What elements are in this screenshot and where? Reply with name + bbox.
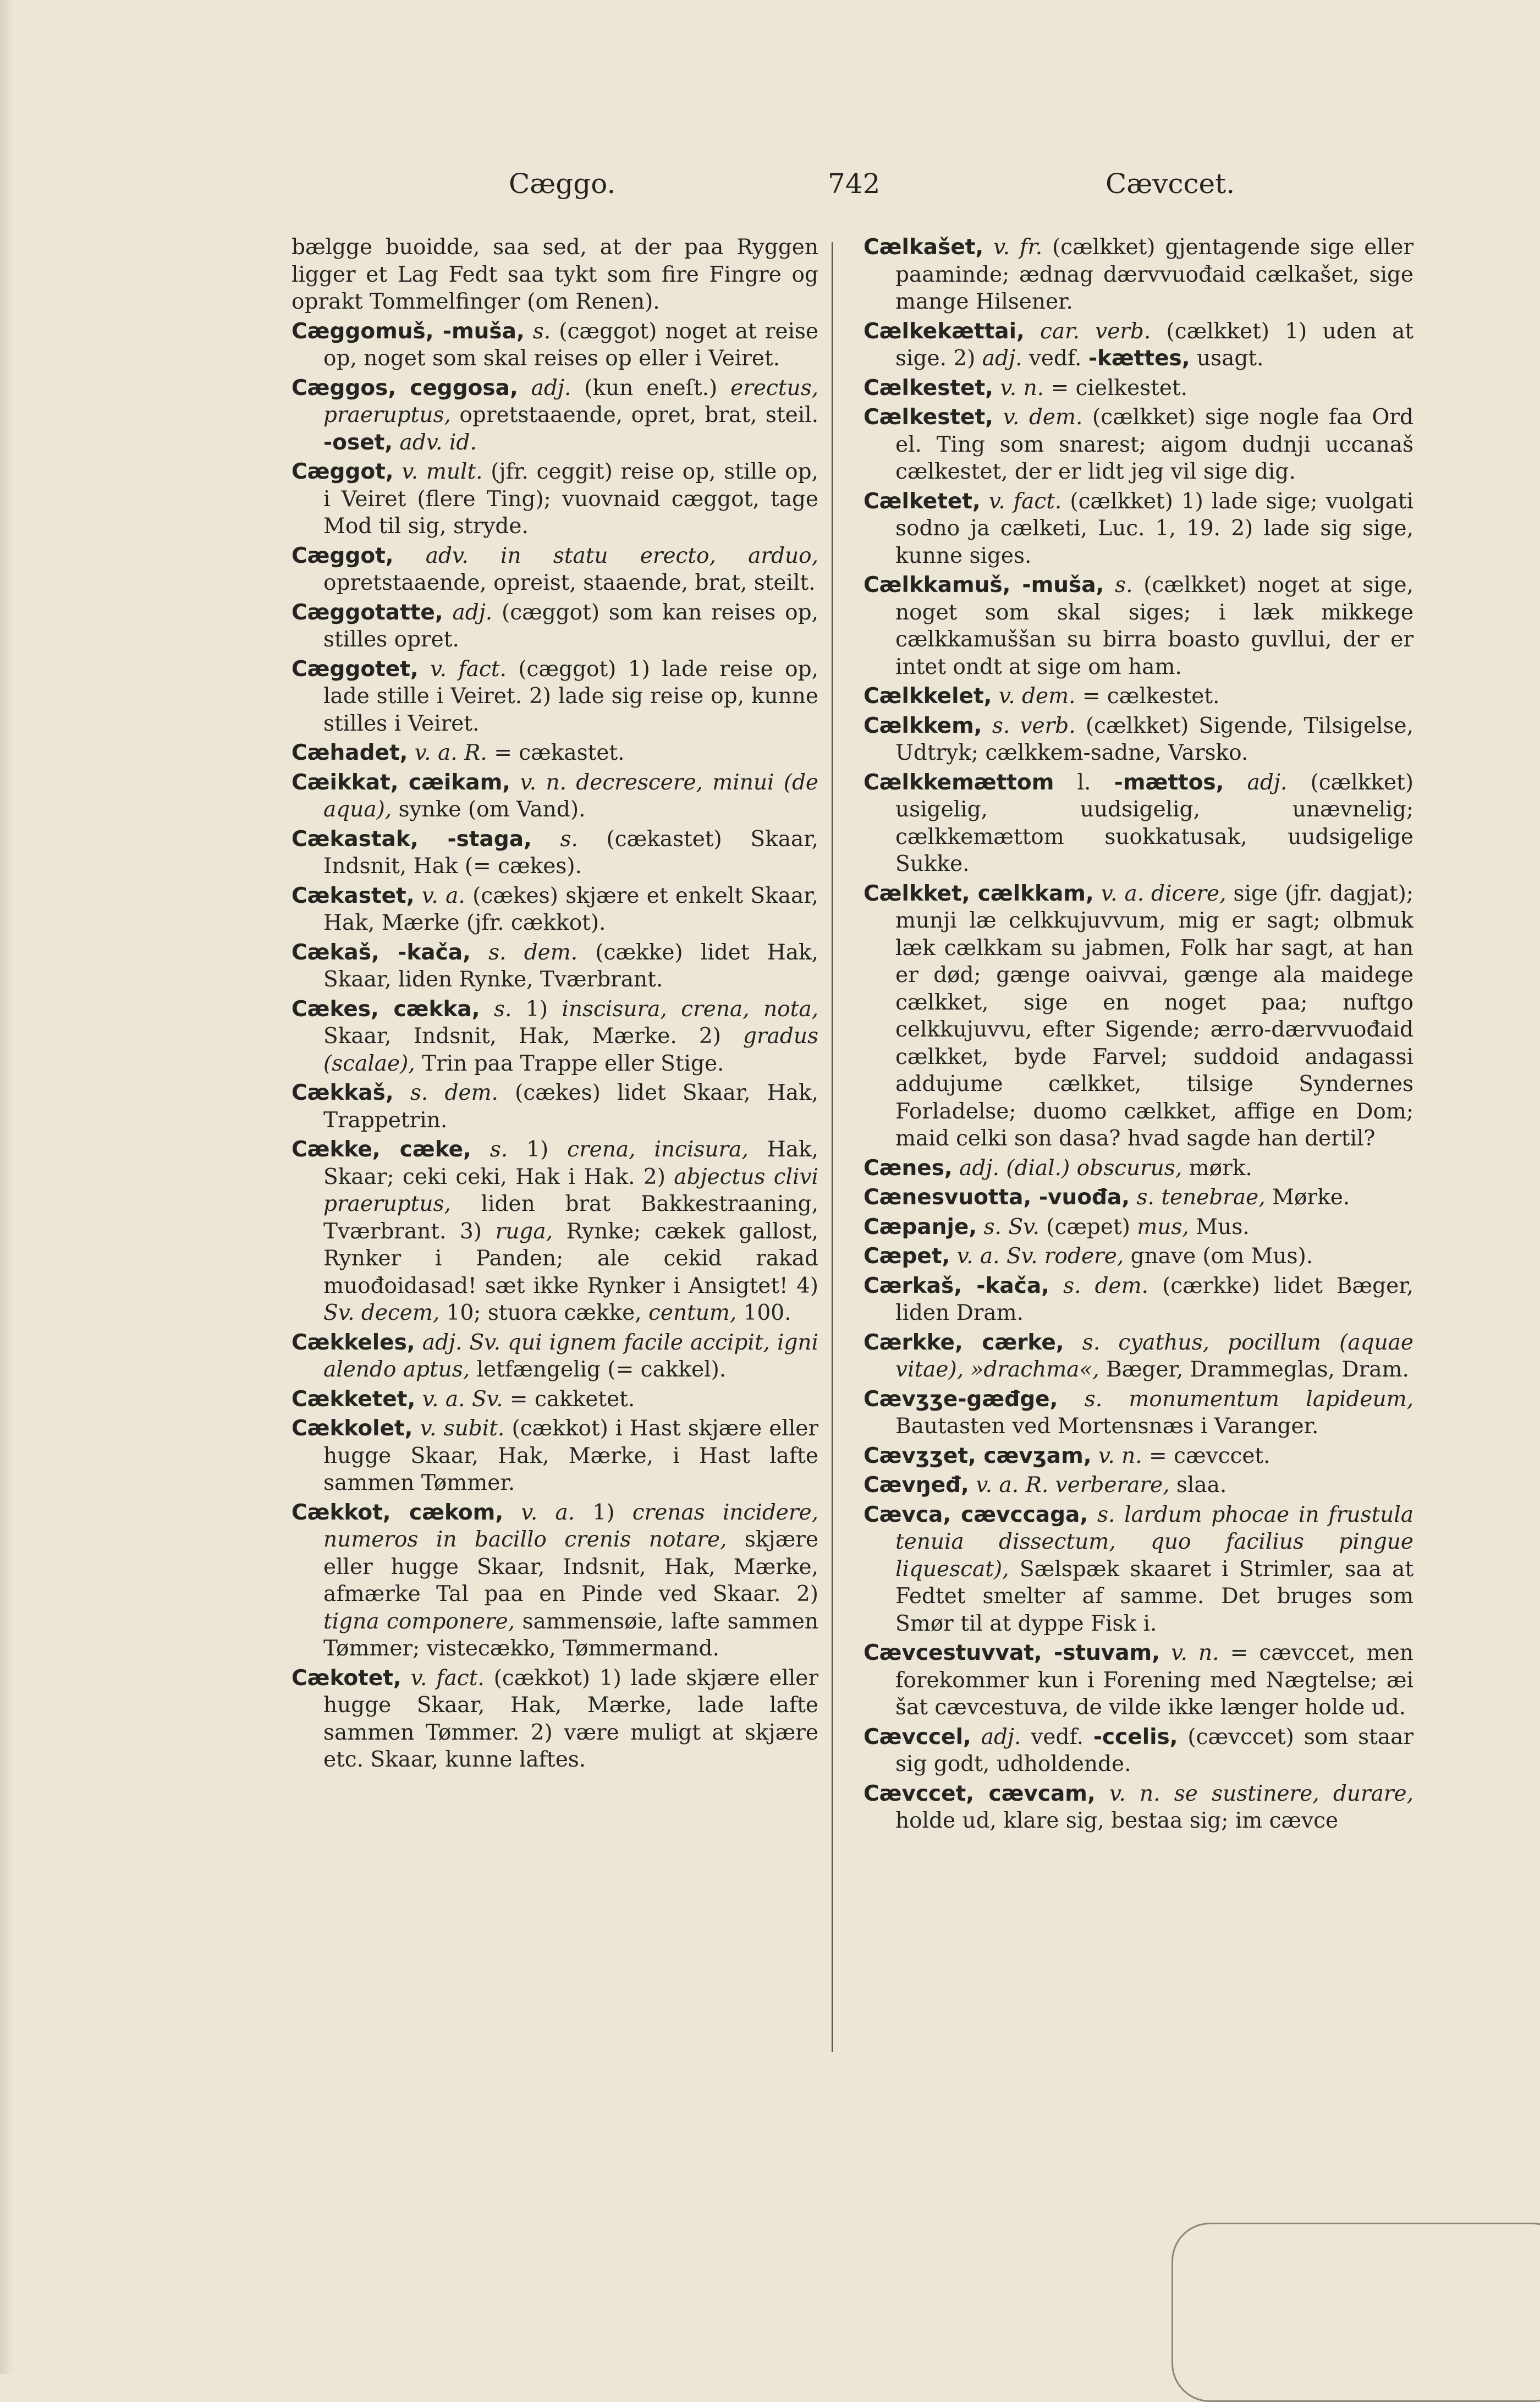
entry-text: (cælkket) gjentagende sige eller paaminde; ædnag dærvvuođaid cælkašet, sige mange Hilsener. <box>895 235 1414 314</box>
headword: Cævccel, <box>864 1724 971 1750</box>
latin-gloss: v. a. <box>414 883 465 908</box>
dictionary-entry <box>292 1386 818 1413</box>
page-number: 742 <box>828 168 881 200</box>
entry-text: = cakketet. <box>503 1386 635 1412</box>
entry-text: (cælkket) sige nogle faa Ord el. Ting som snarest; aigom dudnji uccanaš cælkestet, der er lidt jeg vil sige dig. <box>895 405 1414 484</box>
right-column <box>864 234 1414 1837</box>
latin-gloss: s. lardum phocae in frustula tenuia dissectum, quo facilius pingue liquescat), <box>895 1502 1414 1582</box>
dictionary-entry <box>864 1501 1414 1638</box>
headword: Cænes, <box>864 1155 953 1181</box>
headword: Cærkaš, -kača, <box>864 1273 1049 1298</box>
headword: Cævʒʒet, cævʒam, <box>864 1443 1092 1468</box>
headword: Cælkašet, <box>864 235 984 260</box>
latin-gloss: adj. <box>443 600 493 625</box>
dictionary-entry <box>292 739 818 767</box>
latin-gloss: tigna componere, <box>323 1609 515 1634</box>
entry-text: Mørke. <box>1265 1185 1350 1210</box>
entry-text: holde ud, klare sig, bestaa sig; im cævce <box>895 1808 1339 1833</box>
entry-text: Rynke; cækek gallost, Rynker i Panden; ale cekid rakad muođoidasad! sæt ikke Rynker i Ansigtet! 4) <box>323 1219 818 1298</box>
dictionary-entry <box>864 1184 1414 1211</box>
latin-gloss: v. fact. <box>401 1665 485 1691</box>
latin-gloss: ruga, <box>495 1219 553 1244</box>
entry-text: (cævccet) som staar sig godt, udholdende. <box>895 1724 1414 1776</box>
headword: Cækotet, <box>292 1665 402 1691</box>
dictionary-entry <box>864 318 1414 372</box>
left-column <box>292 234 818 1776</box>
headword: Cælketet, <box>864 489 981 514</box>
headword: Cække, cæke, <box>292 1137 471 1162</box>
latin-gloss: s. dem. <box>470 940 578 965</box>
dictionary-entry <box>292 1415 818 1497</box>
page-edge <box>0 0 13 2374</box>
latin-gloss: s. <box>524 319 551 344</box>
latin-gloss: s. cyathus, pocillum (aquae vitae), »drachma«, <box>895 1330 1414 1382</box>
latin-gloss: adj. (dial.) obscurus, <box>952 1155 1182 1181</box>
headword: Cæggot, <box>292 459 394 484</box>
entry-text: letfængelig (= cakkel). <box>470 1357 727 1382</box>
headword: Cækkolet, <box>292 1416 413 1441</box>
latin-gloss: v. a. Sv. <box>415 1386 503 1412</box>
latin-gloss: car. verb. <box>1024 319 1151 344</box>
headword: Cæggotatte, <box>292 600 443 625</box>
dictionary-entry <box>292 1079 818 1134</box>
latin-gloss: v. a. R. verberare, <box>969 1473 1170 1498</box>
headword: Cælkestet, <box>864 405 993 430</box>
headword: Cævccet, cævcam, <box>864 1781 1096 1806</box>
entry-text: (cækes) lidet Skaar, Hak, Trappetrin. <box>323 1081 818 1133</box>
headword: Cæhadet, <box>292 741 408 765</box>
entry-text: = cælkestet. <box>1075 684 1220 709</box>
latin-gloss: adv. id. <box>393 430 477 455</box>
latin-gloss: s. <box>531 826 578 852</box>
latin-gloss: inscisura, crena, nota, <box>562 996 818 1022</box>
entry-text: = cækastet. <box>487 741 625 765</box>
entry-text: slaa. <box>1169 1473 1227 1498</box>
latin-gloss: s. Sv. <box>977 1214 1040 1240</box>
page-corner-mark <box>1172 2223 1540 2402</box>
latin-gloss: crenas incidere, numeros in bacillo crenis notare, <box>323 1500 819 1552</box>
latin-gloss: v. fact. <box>418 656 507 682</box>
column-divider <box>832 242 833 2052</box>
entry-text: (jfr. ceggit) reise op, stille op, i Veiret (flere Ting); vuovnaid cæggot, tage Mod til sig, stryde. <box>323 459 818 539</box>
entry-text: Hak, Skaar; ceki ceki, Hak i Hak. 2) <box>323 1137 818 1189</box>
latin-gloss: adj. <box>1224 770 1288 795</box>
latin-gloss: abjectus clivi praeruptus, <box>323 1164 818 1216</box>
latin-gloss: v. n. <box>1160 1641 1219 1665</box>
dictionary-entry <box>292 826 818 880</box>
headword: Cælkkelet, <box>864 684 992 709</box>
headword: Cæikkat, cæikam, <box>292 770 511 795</box>
dictionary-entry <box>864 375 1414 402</box>
entry-text: (cækkot) 1) lade skjære eller hugge Skaar, Hak, Mærke, lade lafte sammen Tømmer. 2) være muligt at skjære etc. Skaar, kunne laftes. <box>323 1665 818 1772</box>
entry-text: 1) <box>508 1137 568 1162</box>
latin-gloss: v. n. <box>993 375 1044 401</box>
entry-text: = cævccet, men forekommer kun i Forening med Nægtelse; æi šat cævcestuva, de vilde ikke længer holde ud. <box>895 1641 1414 1720</box>
entry-text: vedf. <box>1021 1724 1093 1750</box>
entry-text: 10; stuora cække, <box>439 1301 649 1325</box>
latin-gloss: v. fr. <box>983 235 1043 260</box>
latin-gloss: adj. Sv. qui ignem facile accipit, igni alendo aptus, <box>323 1330 818 1382</box>
dictionary-entry <box>864 1780 1414 1835</box>
entry-text: (cække) lidet Hak, Skaar, liden Rynke, Tværbrant. <box>323 940 818 992</box>
entry-text: opretstaaende, opret, brat, steil. <box>450 403 818 427</box>
dictionary-entry <box>864 769 1414 878</box>
latin-gloss: mus, <box>1137 1214 1189 1240</box>
entry-text: (cækkot) i Hast skjære eller hugge Skaar, Hak, Mærke, i Hast lafte sammen Tømmer. <box>323 1416 818 1495</box>
entry-text: 1) <box>575 1500 632 1525</box>
entry-text: (cælkket) 1) lade sige; vuolgati sodno ja cælketi, Luc. 1, 19. 2) lade sig sige, kunne siges. <box>895 489 1414 568</box>
entry-text: opretstaaende, opreist, staaende, brat, steilt. <box>323 571 816 595</box>
headword: Cæggomuš, -muša, <box>292 319 525 344</box>
header-right-word: Cævccet. <box>1106 168 1235 200</box>
dictionary-entry <box>292 1136 818 1327</box>
headword: Cævca, cævccaga, <box>864 1502 1088 1527</box>
headword: Cælkkemættom <box>864 770 1054 795</box>
latin-gloss: adj. <box>982 346 1022 371</box>
headword: -kættes, <box>1088 346 1190 371</box>
headword: Cævʒʒe-gæđge, <box>864 1386 1058 1412</box>
headword: -oset, <box>323 430 393 455</box>
headword: Cækketet, <box>292 1386 416 1412</box>
dictionary-entry <box>864 1214 1414 1241</box>
entry-text: sige (jfr. dagjat); munji læ celkkujuvvum, mig er sagt; olbmuk læk cælkkam su jabmen, Folk har sagt, at han er død; gænge oaivvai, gænge ala maidege cælkket, sige en noget paa; nuftgo celkkujuvvu, efter Sigende; ærro-dærvvuođaid cælkket, byde Farvel; suddoid andagassi addujume cælkket, tilsige Syndernes Forladelse; duomo cælkket, affige en Dom; maid celki son dasa? hvad sagde han dertil? <box>895 881 1414 1151</box>
latin-gloss: Sv. decem, <box>323 1301 440 1325</box>
entry-text: Bæger, Drammeglas, Dram. <box>1099 1357 1409 1382</box>
entry-text: (cælkket) noget at sige, noget som skal siges; i læk mikkege cælkkamuššan su birra boasto guvllui, der er intet ondt at sige om ham. <box>895 573 1414 679</box>
latin-gloss: v. a. <box>503 1500 575 1525</box>
entry-text: (cæpet) <box>1039 1214 1137 1240</box>
dictionary-entry <box>864 712 1414 767</box>
entry-text: gnave (om Mus). <box>1124 1244 1313 1269</box>
dictionary-entry <box>292 375 818 457</box>
latin-gloss: s. <box>471 1137 508 1162</box>
dictionary-entry <box>864 1472 1414 1499</box>
entry-text: Trin paa Trappe eller Stige. <box>415 1051 724 1076</box>
dictionary-entry <box>864 1639 1414 1721</box>
dictionary-entry <box>292 1329 818 1384</box>
entry-text: synke (om Vand). <box>392 797 586 822</box>
headword: Cæggos, ceggosa, <box>292 375 518 401</box>
headword: Cælkekættai, <box>864 319 1025 344</box>
entry-text: skjære eller hugge Skaar, Indsnit, Hak, Mærke, afmærke Tal paa en Pinde ved Skaar. 2) <box>323 1527 818 1606</box>
headword: Cækkot, cækom, <box>292 1500 504 1525</box>
entry-text: (cælkket) usigelig, uudsigelig, unævnelig; cælkkemættom suokkatusak, uudsigelige Sukke. <box>895 770 1414 876</box>
latin-gloss: s. tenebrae, <box>1130 1185 1266 1210</box>
dictionary-entry <box>292 318 818 372</box>
entry-text: (cæggot) noget at reise op, noget som skal reises op eller i Veiret. <box>323 319 819 371</box>
dictionary-entry <box>864 683 1414 710</box>
headword: Cækastak, -staga, <box>292 826 532 852</box>
entry-text: vedf. <box>1022 346 1088 371</box>
entry-text: (cæggot) som kan reises op, stilles opret. <box>323 600 818 652</box>
dictionary-entry <box>864 572 1414 681</box>
headword: Cænesvuotta, -vuođa, <box>864 1185 1130 1210</box>
latin-gloss: s. <box>480 996 512 1022</box>
latin-gloss: s. verb. <box>982 713 1076 738</box>
headword: Cæggotet, <box>292 656 419 682</box>
header-left-word: Cæggo. <box>509 168 616 200</box>
entry-text: (cærkke) lidet Bæger, liden Dram. <box>895 1273 1414 1325</box>
dictionary-entry <box>292 939 818 994</box>
dictionary-entry <box>292 656 818 738</box>
dictionary-entry <box>864 1443 1414 1470</box>
latin-gloss: v. mult. <box>393 459 483 484</box>
latin-gloss: s. monumentum lapideum, <box>1058 1386 1414 1412</box>
headword: -ccelis, <box>1093 1724 1178 1750</box>
entry-text: = cielkestet. <box>1044 375 1187 401</box>
dictionary-entry <box>864 488 1414 570</box>
headword: Cækes, cækka, <box>292 996 480 1022</box>
latin-gloss: centum, <box>648 1301 737 1325</box>
headword: Cæpet, <box>864 1244 950 1269</box>
latin-gloss: v. dem. <box>992 684 1076 709</box>
headword: Cævŋeđ, <box>864 1473 969 1498</box>
running-header <box>0 168 1540 212</box>
entry-text: liden brat Bakkestraaning, Tværbrant. 3) <box>323 1192 818 1244</box>
entry-text: usagt. <box>1190 346 1264 371</box>
latin-gloss: v. dem. <box>993 405 1083 430</box>
entry-text: sammensøie, lafte sammen Tømmer; vistecækko, Tømmermand. <box>323 1609 818 1661</box>
latin-gloss: v. fact. <box>980 489 1062 514</box>
dictionary-entry <box>864 404 1414 486</box>
headword: Cævcestuvvat, -stuvam, <box>864 1641 1160 1665</box>
entry-text: = cævccet. <box>1142 1443 1270 1468</box>
dictionary-entry <box>292 458 818 540</box>
headword: Cælkket, cælkkam, <box>864 881 1094 906</box>
entry-text: 1) <box>512 996 562 1022</box>
dictionary-entry <box>864 1329 1414 1384</box>
headword: Cækaš, -kača, <box>292 940 471 965</box>
latin-gloss: v. n. <box>1091 1443 1142 1468</box>
headword: Cælkestet, <box>864 375 993 401</box>
headword: Cækkaš, <box>292 1081 394 1105</box>
dictionary-entry <box>864 1155 1414 1182</box>
latin-gloss: adj. <box>518 375 571 401</box>
entry-text: Skaar, Indsnit, Hak, Mærke. 2) <box>323 1024 744 1049</box>
latin-gloss: adj. <box>971 1724 1021 1750</box>
dictionary-entry <box>292 599 818 654</box>
dictionary-entry <box>292 882 818 937</box>
headword: Cækkeles, <box>292 1330 415 1355</box>
latin-gloss: s. dem. <box>393 1081 498 1105</box>
entry-text: Bautasten ved Mortensnæs i Varanger. <box>895 1414 1319 1439</box>
headword: Cælkkamuš, -muša, <box>864 573 1104 597</box>
entry-text: l. <box>1054 770 1114 795</box>
entry-text: Sælspæk skaaret i Strimler, saa at Fedtet smelter af samme. Det bruges som Smør til at dyppe Fisk i. <box>895 1556 1414 1636</box>
entry-text: (cækastet) Skaar, Indsnit, Hak (= cækes). <box>323 826 818 879</box>
entry-text: (kun eneſt.) <box>571 375 731 401</box>
latin-gloss: v. a. Sv. rodere, <box>950 1244 1124 1269</box>
latin-gloss: crena, incisura, <box>567 1137 749 1162</box>
entry-text: mørk. <box>1182 1155 1252 1181</box>
dictionary-entry <box>292 1499 818 1663</box>
entry-text: (cælkket) 1) uden at sige. 2) <box>895 319 1414 371</box>
headword: Cærkke, cærke, <box>864 1330 1064 1355</box>
entry-text: 100. <box>736 1301 791 1325</box>
dictionary-entry <box>292 542 818 597</box>
headword: Cækastet, <box>292 883 415 908</box>
latin-gloss: v. a. R. <box>408 741 487 765</box>
headword: Cæpanje, <box>864 1214 977 1240</box>
latin-gloss: v. n. decrescere, minui (de aqua), <box>323 770 818 822</box>
headword: Cæggot, <box>292 543 394 568</box>
dictionary-entry <box>292 769 818 824</box>
headword: Cælkkem, <box>864 713 982 738</box>
dictionary-entry <box>864 1724 1414 1778</box>
latin-gloss: s. <box>1104 573 1133 597</box>
latin-gloss: v. a. dicere, <box>1093 881 1226 906</box>
latin-gloss: s. dem. <box>1049 1273 1148 1298</box>
entry-text: (cæggot) 1) lade reise op, lade stille i Veiret. 2) lade sig reise op, kunne stilles i Veiret. <box>323 656 818 736</box>
entry-text: (cækes) skjære et enkelt Skaar, Hak, Mærke (jfr. cækkot). <box>323 883 818 935</box>
dictionary-entry <box>292 996 818 1078</box>
latin-gloss: v. n. se sustinere, durare, <box>1095 1781 1414 1806</box>
dictionary-entry <box>292 234 818 316</box>
headword: -mættos, <box>1114 770 1224 795</box>
latin-gloss: erectus, praeruptus, <box>323 375 818 427</box>
latin-gloss: v. subit. <box>413 1416 505 1441</box>
dictionary-entry <box>864 1243 1414 1270</box>
dictionary-entry <box>864 1386 1414 1440</box>
dictionary-entry <box>864 880 1414 1153</box>
entry-text: Mus. <box>1189 1214 1250 1240</box>
dictionary-entry <box>864 234 1414 316</box>
dictionary-entry <box>292 1665 818 1774</box>
latin-gloss: adv. in statu erecto, arduo, <box>393 543 818 568</box>
dictionary-entry <box>864 1273 1414 1327</box>
entry-text: bælgge buoidde, saa sed, at der paa Ryggen ligger et Lag Fedt saa tykt som fire Fingre og oprakt Tommelfinger (om Renen). <box>292 235 818 314</box>
entry-text: (cælkket) Sigende, Tilsigelse, Udtryk; cælkkem-sadne, Varsko. <box>895 713 1414 765</box>
latin-gloss: gradus (scalae), <box>323 1024 818 1076</box>
